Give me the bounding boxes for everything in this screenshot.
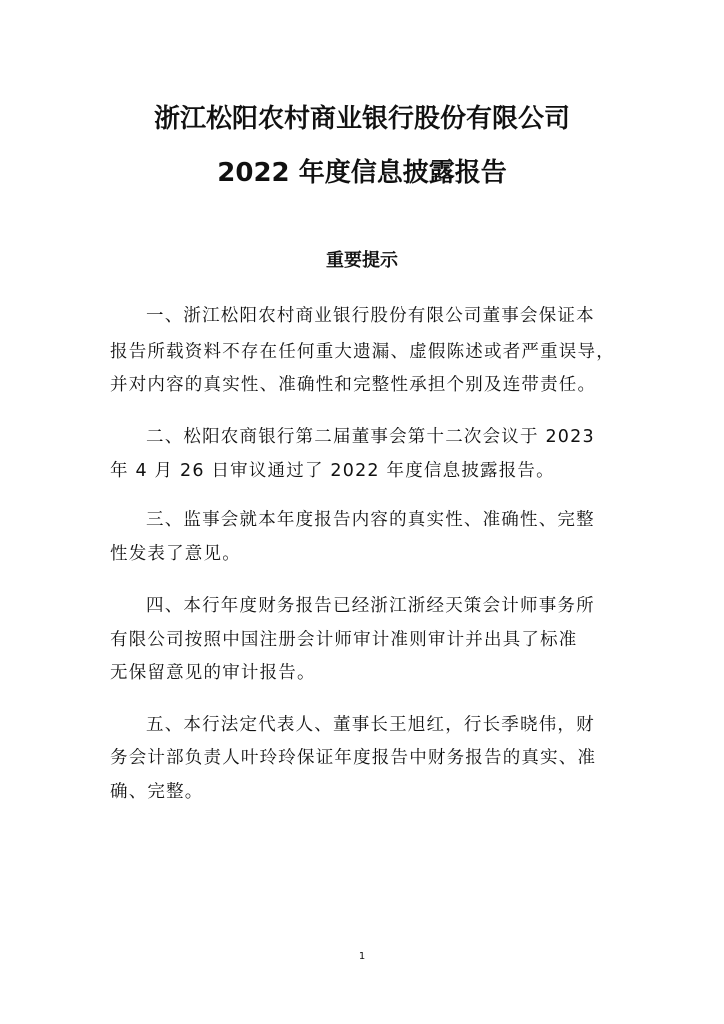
section-heading: 重要提示 bbox=[326, 250, 398, 271]
paragraph-5-line-3: 确、完整。 bbox=[110, 782, 204, 802]
paragraph-4-line-3: 无保留意见的审计报告。 bbox=[110, 663, 316, 683]
paragraph-3-line-1: 三、监事会就本年度报告内容的真实性、准确性、完整 bbox=[146, 510, 595, 530]
paragraph-4-line-1: 四、本行年度财务报告已经浙江浙经天策会计师事务所 bbox=[146, 596, 595, 616]
paragraph-1-line-2: 报告所载资料不存在任何重大遗漏、虚假陈述或者严重误导， bbox=[110, 342, 615, 362]
paragraph-5-line-2: 务会计部负责人叶玲玲保证年度报告中财务报告的真实、准 bbox=[110, 748, 597, 768]
paragraph-4-line-2: 有限公司按照中国注册会计师审计准则审计并出具了标准 bbox=[110, 630, 578, 650]
document-title-line-2: 2022 年度信息披露报告 bbox=[217, 158, 507, 188]
page-number: 1 bbox=[358, 951, 366, 962]
paragraph-1-line-1: 一、浙江松阳农村商业银行股份有限公司董事会保证本 bbox=[146, 306, 595, 326]
paragraph-1-line-3: 并对内容的真实性、准确性和完整性承担个别及连带责任。 bbox=[110, 375, 597, 395]
document-title-line-1: 浙江松阳农村商业银行股份有限公司 bbox=[153, 104, 570, 134]
paragraph-2-line-2: 年 4 月 26 日审议通过了 2022 年度信息披露报告。 bbox=[110, 461, 555, 481]
paragraph-3-line-2: 性发表了意见。 bbox=[110, 544, 241, 564]
paragraph-5-line-1: 五、本行法定代表人、董事长王旭红，行长季晓伟，财 bbox=[146, 715, 595, 735]
paragraph-2-line-1: 二、松阳农商银行第二届董事会第十二次会议于 2023 bbox=[146, 427, 595, 447]
